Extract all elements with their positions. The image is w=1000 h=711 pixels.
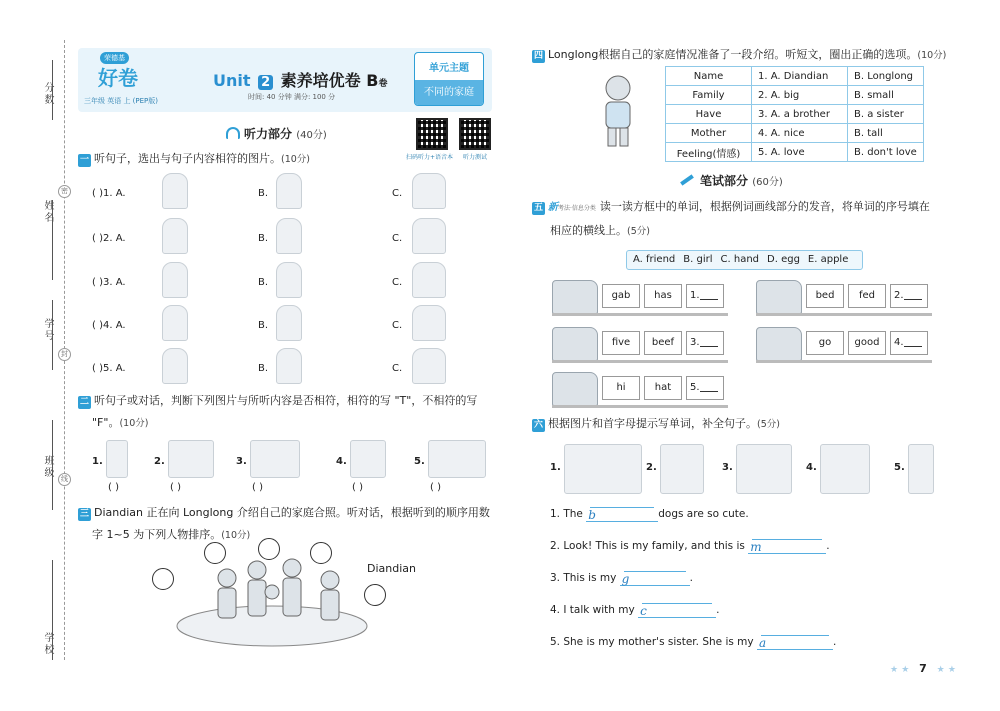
row-label: Mother — [666, 124, 752, 143]
seal-feng: 封 — [58, 348, 71, 361]
sec4-prompt: 四 Longlong根据自己的家庭情况准备了一段介绍。听短文，圈出正确的选项。(10分) — [533, 48, 947, 61]
qr-label-right: 听力测试 — [463, 154, 488, 161]
sentence-prefix: 4. I talk with my — [550, 604, 635, 616]
example-word: gab — [602, 284, 640, 308]
school-field-line — [52, 560, 53, 660]
hint-letter: a — [758, 636, 767, 650]
sec2-prompt: 二 听句子或对话，判断下列图片与所听内容是否相符，相符的写 "T"，不相符的写 — [79, 394, 478, 407]
sec4-number: 四 — [533, 51, 543, 61]
word-box — [626, 250, 863, 270]
row-label: Feeling(情感) — [666, 143, 752, 162]
example-word: bed — [806, 284, 844, 308]
sentence-suffix: . — [689, 572, 694, 584]
train-engine-icon — [756, 327, 802, 361]
answer-number: 2. — [894, 290, 904, 301]
choice-b[interactable]: B. don't love — [848, 143, 924, 162]
word-blank[interactable] — [748, 540, 826, 554]
train — [756, 325, 932, 363]
answer-car[interactable] — [890, 331, 928, 355]
fill-sentence — [550, 636, 836, 650]
choice-a[interactable]: 3. A. a brother — [752, 105, 848, 124]
choice-b[interactable]: B. Longlong — [848, 67, 924, 86]
sec3-prompt: 三 Diandian 正在向 Longlong 介绍自己的家庭合照。听对话，根据听到的顺序用数 — [79, 506, 490, 519]
diandian-label: Diandian — [367, 562, 416, 575]
family-photo-illustration — [152, 548, 402, 658]
order-circle[interactable] — [204, 542, 226, 564]
class-field-line — [52, 420, 53, 510]
hint-letter: c — [640, 604, 647, 618]
sentence-suffix: . — [826, 540, 830, 552]
sec6-picture — [660, 444, 704, 494]
word-option: C. hand — [720, 254, 760, 265]
sec6-picture-number: 2. — [646, 462, 657, 473]
answer-number: 5. — [690, 382, 700, 393]
order-circle[interactable] — [258, 538, 280, 560]
pencil-icon — [680, 174, 694, 185]
row-label: Name — [666, 67, 752, 86]
time-score-meta: 时间: 40 分钟 满分: 100 分 — [248, 93, 336, 101]
train-track — [756, 313, 932, 316]
seal-xian: 线 — [58, 473, 71, 486]
train-engine-icon — [756, 280, 802, 314]
option-c-label: C. — [392, 188, 403, 199]
answer-blank[interactable] — [904, 335, 922, 347]
option-a-picture[interactable] — [162, 173, 188, 209]
choice-b[interactable]: B. tall — [848, 124, 924, 143]
train-track — [552, 360, 728, 363]
sec1-question-label: ( )3. A. — [92, 277, 126, 288]
option-b-label: B. — [258, 233, 269, 244]
sec6-prompt: 六 根据图片和首字母提示写单词，补全句子。(5分) — [533, 417, 780, 430]
intro-row — [666, 124, 924, 143]
option-c-label: C. — [392, 320, 403, 331]
sec6-picture-number: 5. — [894, 462, 905, 473]
option-b-picture[interactable] — [276, 173, 302, 209]
sentence-prefix: 5. She is my mother's sister. She is my — [550, 636, 754, 648]
answer-car[interactable] — [686, 376, 724, 400]
grade-subtitle: 三年级 英语 上 (PEP版) — [84, 97, 159, 105]
sec1-question-label: ( )5. A. — [92, 363, 126, 374]
option-a-picture[interactable] — [162, 262, 188, 298]
word-blank[interactable] — [757, 636, 833, 650]
word-blank[interactable] — [586, 508, 658, 522]
word-blank[interactable] — [620, 572, 690, 586]
order-circle[interactable] — [152, 568, 174, 590]
sec2-item-number: 4. — [336, 456, 347, 467]
example-word: hat — [644, 376, 682, 400]
answer-paren[interactable]: ( ) — [252, 482, 263, 493]
sec5-prompt: 五 新考法·信息分类 读一读方框中的单词，根据例词画线部分的发音，将单词的序号填在 — [533, 200, 930, 213]
answer-car[interactable] — [890, 284, 928, 308]
name-field-line — [52, 200, 53, 280]
example-word: has — [644, 284, 682, 308]
option-b-label: B. — [258, 320, 269, 331]
sec6-picture-number: 4. — [806, 462, 817, 473]
writing-points: (60分) — [752, 177, 783, 188]
train-track — [552, 405, 728, 408]
option-b-label: B. — [258, 277, 269, 288]
choice-a[interactable]: 1. A. Diandian — [752, 67, 848, 86]
option-c-picture[interactable] — [412, 262, 446, 298]
class-field-label: 班级 — [42, 455, 53, 479]
train-engine-icon — [552, 280, 598, 314]
train — [756, 278, 932, 316]
train-track — [552, 313, 728, 316]
option-c-picture[interactable] — [412, 348, 446, 384]
page-number: ★ ★ 7 ★ ★ — [890, 662, 956, 675]
paper-header — [78, 48, 492, 112]
sec6-picture — [736, 444, 792, 494]
unit-label: Unit — [213, 71, 251, 90]
option-a-picture[interactable] — [162, 305, 188, 341]
tag-note: 考法·信息分类 — [558, 205, 596, 212]
new-tag: 新 — [548, 202, 558, 213]
sec2-item-number: 3. — [236, 456, 247, 467]
id-field-label: 学号 — [42, 318, 53, 342]
train — [552, 370, 728, 408]
train — [552, 278, 728, 316]
paper-suffix: 卷 — [378, 79, 388, 89]
example-word: fed — [848, 284, 886, 308]
logo-mark: 好卷 — [98, 66, 138, 90]
hint-letter: m — [750, 540, 762, 554]
title-text: 素养培优卷 — [280, 71, 361, 90]
option-c-picture[interactable] — [412, 218, 446, 254]
longlong-illustration — [592, 72, 644, 150]
sec3-number: 三 — [79, 509, 89, 519]
intro-row — [666, 143, 924, 162]
qr-code-test[interactable] — [459, 118, 491, 150]
score-field-label: 分数 — [42, 82, 53, 106]
paper-title — [213, 68, 387, 91]
fill-sentence — [550, 540, 830, 554]
example-word: hi — [602, 376, 640, 400]
option-a-picture[interactable] — [162, 218, 188, 254]
train-engine-icon — [552, 327, 598, 361]
intro-row — [666, 105, 924, 124]
listening-points: (40分) — [296, 130, 327, 141]
sec6-number: 六 — [533, 420, 543, 430]
example-word: beef — [644, 331, 682, 355]
sentence-prefix: 3. This is my — [550, 572, 617, 584]
sec6-picture — [564, 444, 642, 494]
sentence-prefix: 2. Look! This is my family, and this is — [550, 540, 745, 552]
word-option: B. girl — [683, 254, 713, 265]
sentence-prefix: 1. The — [550, 508, 583, 520]
sec1-question-label: ( )4. A. — [92, 320, 126, 331]
unit-number: 2 — [258, 75, 273, 90]
answer-number: 3. — [690, 337, 700, 348]
option-c-label: C. — [392, 277, 403, 288]
row-label: Have — [666, 105, 752, 124]
sec2-item-number: 1. — [92, 456, 103, 467]
writing-heading: 笔试部分 (60分) — [680, 172, 783, 189]
sec6-picture — [908, 444, 934, 494]
intro-row — [666, 86, 924, 105]
choice-a[interactable]: 4. A. nice — [752, 124, 848, 143]
score-field-line — [52, 60, 53, 120]
choice-b[interactable]: B. a sister — [848, 105, 924, 124]
sec2-picture — [250, 440, 300, 478]
choice-a[interactable]: 2. A. big — [752, 86, 848, 105]
sec2-picture — [350, 440, 386, 478]
train — [552, 325, 728, 363]
train-engine-icon — [552, 372, 598, 406]
train-track — [756, 360, 932, 363]
binding-strip — [0, 0, 70, 711]
qr-label-left: 扫码听力+语音本 — [406, 154, 454, 161]
sec1-prompt: 一 听句子，选出与句子内容相符的图片。(10分) — [79, 152, 311, 165]
option-c-picture[interactable] — [412, 173, 446, 209]
sec2-item-number: 2. — [154, 456, 165, 467]
option-b-label: B. — [258, 188, 269, 199]
sentence-suffix: . — [716, 604, 720, 616]
paper-letter: B — [366, 71, 379, 90]
choice-a[interactable]: 5. A. love — [752, 143, 848, 162]
answer-paren[interactable]: ( ) — [430, 482, 441, 493]
option-b-picture[interactable] — [276, 262, 302, 298]
example-word: go — [806, 331, 844, 355]
sec2-picture — [428, 440, 486, 478]
option-b-picture[interactable] — [276, 305, 302, 341]
option-a-picture[interactable] — [162, 348, 188, 384]
answer-blank[interactable] — [904, 288, 922, 300]
example-word: five — [602, 331, 640, 355]
option-b-picture[interactable] — [276, 218, 302, 254]
id-field-line — [52, 300, 53, 370]
answer-car[interactable] — [686, 331, 724, 355]
order-circle[interactable] — [310, 542, 332, 564]
school-field-label: 学校 — [42, 632, 53, 656]
sec1-number: 一 — [79, 155, 89, 165]
option-c-label: C. — [392, 233, 403, 244]
row-label: Family — [666, 86, 752, 105]
sec6-picture-number: 1. — [550, 462, 561, 473]
option-c-label: C. — [392, 363, 403, 374]
sec1-question-label: ( )2. A. — [92, 233, 126, 244]
sec3-prompt-line2: 字 1~5 为下列人物排序。(10分) — [92, 528, 251, 541]
sentence-suffix: . — [832, 636, 837, 648]
brand-name: 荣德基 — [100, 52, 129, 64]
name-field-label: 姓名 — [42, 200, 53, 224]
unit-theme-value: 不同的家庭 — [415, 80, 483, 106]
sec6-picture-number: 3. — [722, 462, 733, 473]
unit-theme-box — [414, 52, 484, 106]
hint-letter: g — [621, 572, 630, 586]
sec2-picture — [106, 440, 128, 478]
order-circle[interactable] — [364, 584, 386, 606]
answer-paren[interactable]: ( ) — [108, 482, 119, 493]
option-c-picture[interactable] — [412, 305, 446, 341]
qr-code-listening[interactable] — [416, 118, 448, 150]
headphones-icon — [226, 127, 240, 139]
answer-blank[interactable] — [700, 288, 718, 300]
word-option: A. friend — [633, 254, 676, 265]
word-blank[interactable] — [638, 604, 716, 618]
answer-car[interactable] — [686, 284, 724, 308]
fill-sentence — [550, 508, 749, 522]
word-option: E. apple — [807, 254, 849, 265]
answer-blank[interactable] — [700, 380, 718, 392]
unit-theme-title: 单元主题 — [429, 63, 469, 74]
answer-blank[interactable] — [700, 335, 718, 347]
seal-mi: 密 — [58, 185, 71, 198]
answer-number: 4. — [894, 337, 904, 348]
sec2-item-number: 5. — [414, 456, 425, 467]
listening-heading: 听力部分 (40分) — [226, 125, 327, 142]
example-word: good — [848, 331, 886, 355]
choice-b[interactable]: B. small — [848, 86, 924, 105]
sec1-question-label: ( )1. A. — [92, 188, 126, 199]
hint-letter: b — [588, 508, 596, 522]
option-b-picture[interactable] — [276, 348, 302, 384]
answer-paren[interactable]: ( ) — [352, 482, 363, 493]
option-b-label: B. — [258, 363, 269, 374]
answer-paren[interactable]: ( ) — [170, 482, 181, 493]
sentence-suffix: dogs are so cute. — [658, 508, 749, 520]
intro-row — [666, 67, 924, 86]
brand-logo — [84, 52, 164, 108]
fill-sentence — [550, 572, 693, 586]
sec5-number: 五 — [533, 203, 543, 213]
answer-number: 1. — [690, 290, 700, 301]
sec5-prompt-line2: 相应的横线上。(5分) — [550, 224, 650, 237]
sec6-picture — [820, 444, 870, 494]
sec2-picture — [168, 440, 214, 478]
fill-sentence — [550, 604, 719, 618]
sec2-number: 二 — [79, 397, 89, 407]
sec2-prompt-line2: "F"。(10分) — [92, 416, 149, 429]
intro-table — [665, 66, 924, 162]
word-option: D. egg — [767, 254, 800, 265]
